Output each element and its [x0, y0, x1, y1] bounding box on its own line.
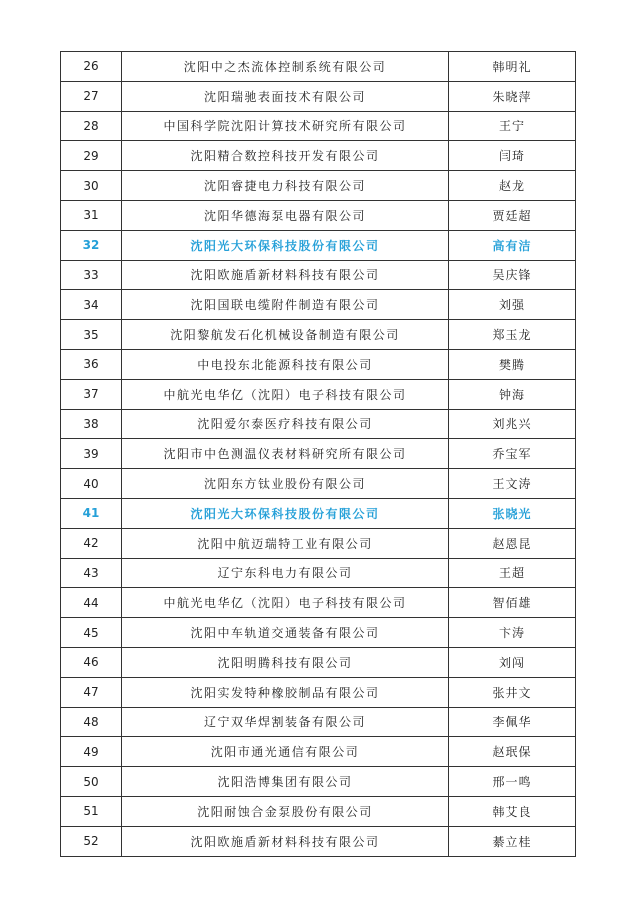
table-row — [61, 111, 576, 141]
person-name: 吴庆锋 — [449, 260, 576, 290]
person-name: 王文涛 — [449, 469, 576, 499]
company-name: 沈阳中车轨道交通装备有限公司 — [122, 618, 449, 648]
table-row — [61, 588, 576, 618]
person-name: 刘闯 — [449, 647, 576, 677]
person-name: 王宁 — [449, 111, 576, 141]
row-number: 46 — [61, 647, 122, 677]
person-name: 赵珉保 — [449, 737, 576, 767]
table-row — [61, 528, 576, 558]
company-name: 沈阳精合数控科技开发有限公司 — [122, 141, 449, 171]
table-row — [61, 320, 576, 350]
person-name: 高有洁 — [449, 230, 576, 260]
table-row — [61, 469, 576, 499]
row-number: 41 — [61, 498, 122, 528]
table-row — [61, 618, 576, 648]
table-row — [61, 290, 576, 320]
person-name: 王超 — [449, 558, 576, 588]
row-number: 42 — [61, 528, 122, 558]
table-row — [61, 260, 576, 290]
company-name: 中电投东北能源科技有限公司 — [122, 349, 449, 379]
table-row — [61, 141, 576, 171]
row-number: 31 — [61, 200, 122, 230]
row-number: 49 — [61, 737, 122, 767]
table-row — [61, 826, 576, 856]
person-name: 李佩华 — [449, 707, 576, 737]
company-name: 沈阳耐蚀合金泵股份有限公司 — [122, 796, 449, 826]
table-row — [61, 230, 576, 260]
company-name: 沈阳明腾科技有限公司 — [122, 647, 449, 677]
company-name: 沈阳瑞驰表面技术有限公司 — [122, 81, 449, 111]
row-number: 28 — [61, 111, 122, 141]
person-name: 钟海 — [449, 379, 576, 409]
person-name: 智佰雄 — [449, 588, 576, 618]
company-list-table — [60, 51, 576, 857]
company-name: 沈阳东方钛业股份有限公司 — [122, 469, 449, 499]
person-name: 赵龙 — [449, 171, 576, 201]
person-name: 韩艾良 — [449, 796, 576, 826]
company-name: 沈阳光大环保科技股份有限公司 — [122, 230, 449, 260]
table-row — [61, 52, 576, 82]
row-number: 40 — [61, 469, 122, 499]
table-row — [61, 349, 576, 379]
person-name: 刘兆兴 — [449, 409, 576, 439]
row-number: 52 — [61, 826, 122, 856]
table-row — [61, 737, 576, 767]
row-number: 30 — [61, 171, 122, 201]
table-row — [61, 498, 576, 528]
person-name: 张晓光 — [449, 498, 576, 528]
row-number: 43 — [61, 558, 122, 588]
person-name: 郑玉龙 — [449, 320, 576, 350]
company-name: 沈阳爱尔泰医疗科技有限公司 — [122, 409, 449, 439]
row-number: 37 — [61, 379, 122, 409]
person-name: 闫琦 — [449, 141, 576, 171]
row-number: 50 — [61, 767, 122, 797]
company-name: 辽宁双华焊割装备有限公司 — [122, 707, 449, 737]
row-number: 34 — [61, 290, 122, 320]
table-row — [61, 439, 576, 469]
row-number: 38 — [61, 409, 122, 439]
row-number: 36 — [61, 349, 122, 379]
company-name: 沈阳欧施盾新材料科技有限公司 — [122, 826, 449, 856]
table-row — [61, 409, 576, 439]
person-name: 刘强 — [449, 290, 576, 320]
company-name: 中国科学院沈阳计算技术研究所有限公司 — [122, 111, 449, 141]
table-row — [61, 677, 576, 707]
company-name: 沈阳实发特种橡胶制品有限公司 — [122, 677, 449, 707]
company-name: 沈阳市通光通信有限公司 — [122, 737, 449, 767]
company-name: 沈阳浩博集团有限公司 — [122, 767, 449, 797]
company-name: 沈阳中之杰流体控制系统有限公司 — [122, 52, 449, 82]
row-number: 47 — [61, 677, 122, 707]
person-name: 韩明礼 — [449, 52, 576, 82]
row-number: 45 — [61, 618, 122, 648]
person-name: 朱晓萍 — [449, 81, 576, 111]
person-name: 乔宝军 — [449, 439, 576, 469]
row-number: 51 — [61, 796, 122, 826]
company-name: 沈阳华德海泵电器有限公司 — [122, 200, 449, 230]
table-row — [61, 796, 576, 826]
company-name: 沈阳黎航发石化机械设备制造有限公司 — [122, 320, 449, 350]
company-name: 沈阳国联电缆附件制造有限公司 — [122, 290, 449, 320]
row-number: 29 — [61, 141, 122, 171]
row-number: 32 — [61, 230, 122, 260]
person-name: 綦立桂 — [449, 826, 576, 856]
row-number: 48 — [61, 707, 122, 737]
company-name: 沈阳光大环保科技股份有限公司 — [122, 498, 449, 528]
row-number: 44 — [61, 588, 122, 618]
person-name: 赵恩昆 — [449, 528, 576, 558]
person-name: 邢一鸣 — [449, 767, 576, 797]
person-name: 贾廷超 — [449, 200, 576, 230]
table-row — [61, 707, 576, 737]
company-name: 中航光电华亿（沈阳）电子科技有限公司 — [122, 588, 449, 618]
company-name: 沈阳睿捷电力科技有限公司 — [122, 171, 449, 201]
row-number: 27 — [61, 81, 122, 111]
person-name: 樊腾 — [449, 349, 576, 379]
row-number: 39 — [61, 439, 122, 469]
table-row — [61, 81, 576, 111]
table-row — [61, 379, 576, 409]
person-name: 卞涛 — [449, 618, 576, 648]
company-name: 沈阳欧施盾新材料科技有限公司 — [122, 260, 449, 290]
company-name: 中航光电华亿（沈阳）电子科技有限公司 — [122, 379, 449, 409]
company-name: 沈阳市中色测温仪表材料研究所有限公司 — [122, 439, 449, 469]
company-name: 沈阳中航迈瑞特工业有限公司 — [122, 528, 449, 558]
company-name: 辽宁东科电力有限公司 — [122, 558, 449, 588]
person-name: 张井文 — [449, 677, 576, 707]
table-row — [61, 647, 576, 677]
table-row — [61, 171, 576, 201]
table-row — [61, 558, 576, 588]
table-row — [61, 200, 576, 230]
row-number: 33 — [61, 260, 122, 290]
table-body — [61, 52, 576, 857]
row-number: 35 — [61, 320, 122, 350]
table-row — [61, 767, 576, 797]
row-number: 26 — [61, 52, 122, 82]
